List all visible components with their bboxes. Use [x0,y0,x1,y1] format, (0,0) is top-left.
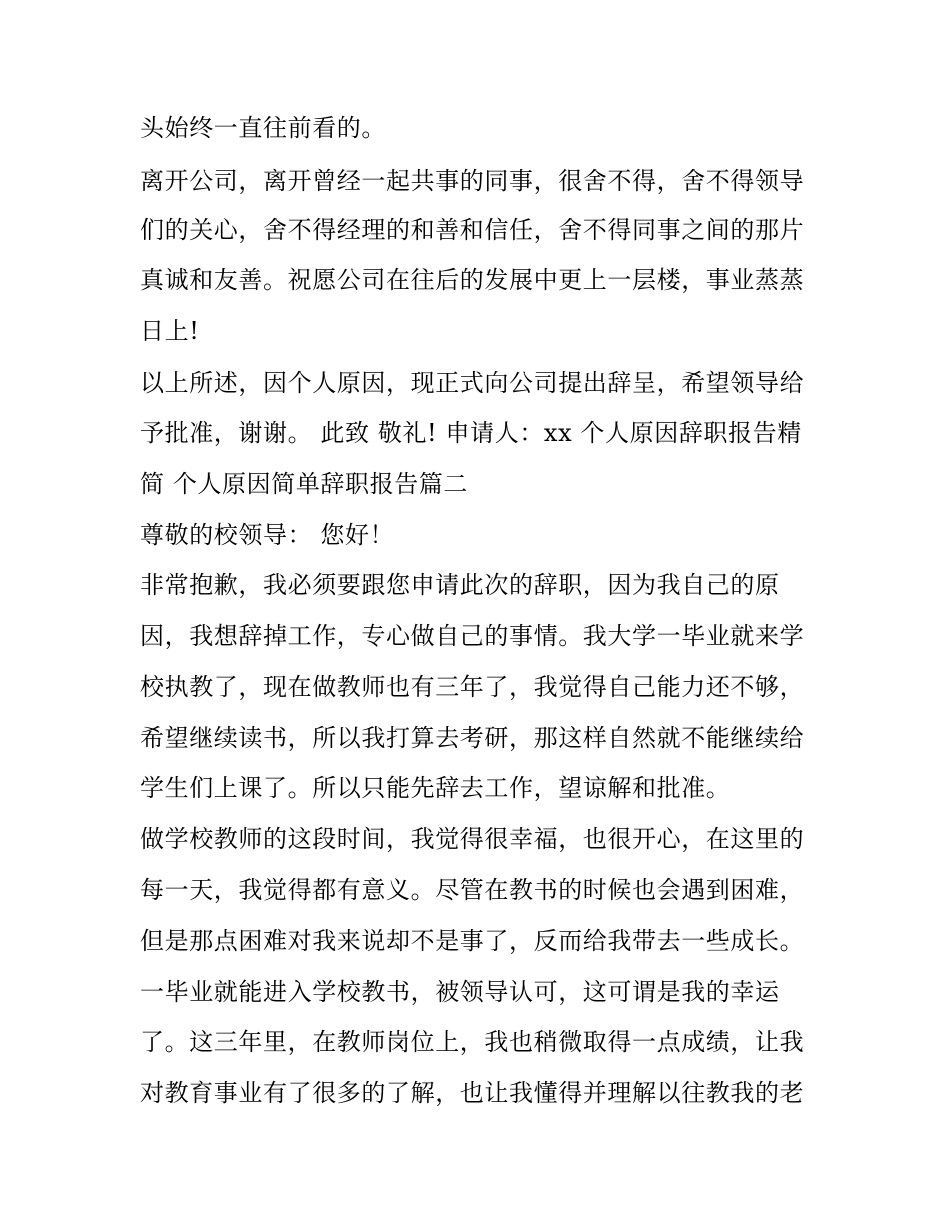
text-line: 离开公司，离开曾经一起共事的同事，很舍不得，舍不得领导 [140,167,805,195]
text-line: 们的关心，舍不得经理的和善和信任，舍不得同事之间的那片 [140,216,805,244]
text-line: 希望继续读书，所以我打算去考研，那这样自然就不能继续给 [140,724,805,752]
text-line: 了。这三年里，在教师岗位上，我也稍微取得一点成绩，让我 [140,1028,805,1056]
text-line: 一毕业就能进入学校教书，被领导认可，这可谓是我的幸运 [140,978,780,1006]
text-line: 校执教了，现在做教师也有三年了，我觉得自己能力还不够， [140,673,805,701]
text-line: 尊敬的校领导： 您好！ [140,521,395,549]
text-line: 非常抱歉，我必须要跟您申请此次的辞职，因为我自己的原 [140,571,780,599]
text-line: 做学校教师的这段时间，我觉得很幸福，也很开心，在这里的 [140,825,805,853]
text-line: 予批准，谢谢。 此致 敬礼! 申请人：xx 个人原因辞职报告精 [140,419,802,447]
text-line: 日上! [140,317,200,345]
text-line: 因，我想辞掉工作，专心做自己的事情。我大学一毕业就来学 [140,622,805,650]
text-line: 真诚和友善。祝愿公司在往后的发展中更上一层楼，事业蒸蒸 [140,266,805,294]
text-line: 每一天，我觉得都有意义。尽管在教书的时候也会遇到困难， [140,876,805,904]
text-line: 以上所述，因个人原因，现正式向公司提出辞呈，希望领导给 [140,369,805,397]
text-line: 头始终一直往前看的。 [140,114,386,142]
text-line: 但是那点困难对我来说却不是事了，反而给我带去一些成长。 [140,927,805,955]
text-line: 对教育事业有了很多的了解，也让我懂得并理解以往教我的老 [140,1079,805,1107]
text-line: 学生们上课了。所以只能先辞去工作，望谅解和批准。 [140,774,731,802]
text-line: 简 个人原因简单辞职报告篇二 [140,470,469,498]
